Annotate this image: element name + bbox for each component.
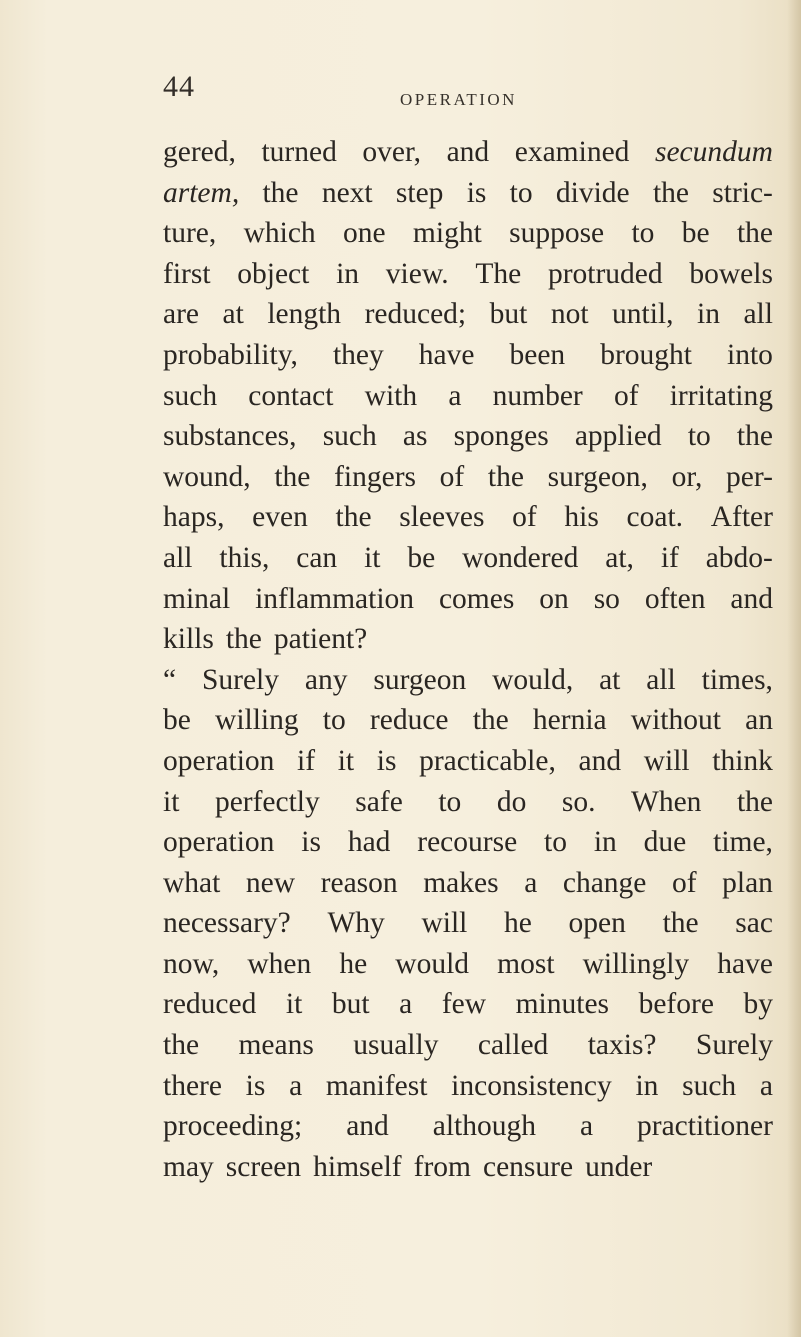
word: secundum: [654, 136, 773, 168]
running-head: OPERATION: [400, 90, 517, 109]
text-line: [163, 579, 773, 620]
text-line: [163, 213, 773, 254]
word: might: [412, 217, 482, 250]
word: stric-: [712, 176, 773, 209]
word: all: [743, 298, 773, 331]
word: often: [644, 582, 706, 615]
word: such: [682, 1069, 737, 1102]
word: they: [332, 338, 384, 371]
text-line: [163, 294, 773, 335]
word: will: [643, 744, 690, 777]
text-line: [163, 132, 773, 173]
word: which: [243, 217, 316, 250]
word: although: [432, 1110, 536, 1143]
word: minal: [163, 582, 231, 615]
word: this,: [219, 541, 270, 574]
word: to: [509, 176, 533, 209]
text-line: [163, 782, 773, 823]
word: operation: [163, 744, 275, 777]
word: all: [163, 541, 193, 574]
word: is: [376, 744, 397, 777]
word: sleeves: [399, 501, 485, 534]
word: and: [730, 582, 773, 615]
word: hernia: [532, 704, 607, 737]
word: applied: [574, 420, 662, 453]
word: bowels: [689, 257, 773, 290]
word: due: [643, 826, 687, 859]
word: so.: [561, 785, 596, 818]
text-line: [163, 538, 773, 579]
word: first: [163, 257, 211, 290]
word: it: [337, 744, 355, 777]
page-number: 44: [163, 70, 195, 103]
word: ture,: [163, 217, 217, 250]
word: but: [331, 988, 370, 1021]
word: to: [687, 420, 711, 453]
word: have: [717, 947, 773, 980]
word: coat.: [626, 501, 684, 534]
word: a: [524, 866, 538, 899]
word: a: [579, 1110, 594, 1143]
word: to: [322, 704, 346, 737]
word: practitioner: [637, 1110, 773, 1143]
word: necessary?: [163, 907, 291, 940]
word: it: [163, 785, 180, 818]
word: what: [163, 866, 221, 899]
word: on: [539, 582, 569, 615]
word: there: [163, 1069, 222, 1102]
word: have: [418, 338, 475, 371]
text-line: [163, 457, 773, 498]
word: object: [237, 257, 310, 290]
word: comes: [438, 582, 515, 615]
word: at: [599, 663, 621, 696]
word: irritating: [669, 379, 773, 412]
text-line: [163, 660, 773, 701]
word: the: [736, 217, 773, 250]
word: to: [438, 785, 462, 818]
text-line: [163, 822, 773, 863]
word: means: [238, 1029, 314, 1062]
word: may: [163, 1150, 214, 1183]
text-line: [163, 173, 773, 214]
word: such: [163, 379, 218, 412]
text-line: [163, 1147, 773, 1188]
word: surgeon: [373, 663, 467, 696]
word: the: [487, 460, 524, 493]
word: in: [593, 826, 617, 859]
word: examined: [514, 136, 630, 168]
text-line: [163, 376, 773, 417]
word: makes: [423, 866, 499, 899]
word: open: [568, 907, 626, 940]
word: the: [225, 623, 262, 656]
word: before: [638, 988, 714, 1021]
word: usually: [353, 1029, 439, 1062]
word: be: [163, 704, 191, 737]
word: contact: [248, 379, 334, 412]
word: and: [446, 136, 490, 168]
word: of: [671, 866, 697, 899]
word: proceeding;: [163, 1110, 303, 1143]
word: without: [630, 704, 721, 737]
word: abdo-: [705, 541, 773, 574]
text-line: [163, 984, 773, 1025]
word: not: [550, 298, 589, 331]
word: suppose: [509, 217, 605, 250]
word: surgeon,: [547, 460, 648, 493]
word: had: [347, 826, 391, 859]
word: now,: [163, 947, 220, 980]
word: the: [736, 420, 773, 453]
word: operation: [163, 826, 275, 859]
word: be: [407, 541, 436, 574]
word: in: [697, 298, 720, 331]
word: view.: [385, 257, 449, 290]
word: would: [395, 947, 470, 980]
word: are: [163, 298, 200, 331]
word: the: [736, 785, 773, 818]
word: if: [660, 541, 679, 574]
body-text: [163, 132, 773, 1187]
word: would,: [492, 663, 574, 696]
word: and: [346, 1110, 389, 1143]
word: a: [289, 1069, 303, 1102]
word: probability,: [163, 338, 298, 371]
word: number: [492, 379, 583, 412]
word: plan: [722, 866, 773, 899]
word: practicable,: [419, 744, 556, 777]
word: After: [710, 501, 773, 534]
word: himself: [313, 1150, 402, 1183]
word: patient?: [273, 623, 368, 656]
word: time,: [713, 826, 773, 859]
word: wound,: [163, 460, 251, 493]
word: reason: [320, 866, 398, 899]
word: will: [421, 907, 468, 940]
word: substances,: [163, 420, 297, 453]
word: Surely: [695, 1029, 773, 1062]
word: divide: [555, 176, 630, 209]
word: Surely: [201, 663, 279, 696]
text-line: [163, 497, 773, 538]
word: When: [630, 785, 702, 818]
word: fingers: [334, 460, 416, 493]
word: even: [252, 501, 308, 534]
word: into: [727, 338, 773, 371]
word: by: [743, 988, 773, 1021]
word: per-: [726, 460, 773, 493]
word: a: [759, 1069, 773, 1102]
word: so: [593, 582, 620, 615]
word: do: [496, 785, 527, 818]
word: willing: [215, 704, 299, 737]
word: been: [509, 338, 566, 371]
word: times,: [701, 663, 773, 696]
text-line: [163, 863, 773, 904]
word: it: [364, 541, 381, 574]
word: willingly: [582, 947, 690, 980]
word: a: [448, 379, 462, 412]
word: under: [585, 1150, 653, 1183]
word: recourse: [417, 826, 518, 859]
word: safe: [355, 785, 403, 818]
word: screen: [225, 1150, 302, 1183]
word: of: [439, 460, 465, 493]
word: but: [489, 298, 528, 331]
word: it: [285, 988, 303, 1021]
word: gered,: [163, 136, 236, 168]
word: reduced;: [364, 298, 467, 331]
word: can: [296, 541, 338, 574]
word: as: [402, 420, 428, 453]
text-line: [163, 1106, 773, 1147]
word: brought: [600, 338, 692, 371]
word: artem,: [163, 176, 240, 209]
text-line: [163, 416, 773, 457]
word: at,: [605, 541, 634, 574]
word: the: [274, 460, 311, 493]
word: sponges: [453, 420, 549, 453]
word: be: [681, 217, 710, 250]
word: reduced: [163, 988, 257, 1021]
word: taxis?: [587, 1029, 657, 1062]
word: perfectly: [214, 785, 320, 818]
word: until,: [612, 298, 674, 331]
text-line: [163, 254, 773, 295]
word: from: [413, 1150, 471, 1183]
word: all: [646, 663, 676, 696]
word: with: [364, 379, 418, 412]
word: he: [339, 947, 368, 980]
text-line: [163, 700, 773, 741]
word: to: [544, 826, 567, 859]
word: step: [395, 176, 444, 209]
word: sac: [735, 907, 773, 940]
word: called: [477, 1029, 549, 1062]
text-line: [163, 741, 773, 782]
word: any: [304, 663, 348, 696]
word: at: [222, 298, 244, 331]
word: in: [336, 257, 360, 290]
word: haps,: [163, 501, 225, 534]
word: inconsistency: [451, 1069, 612, 1102]
text-line: [163, 1066, 773, 1107]
word: few: [441, 988, 487, 1021]
word: is: [245, 1069, 266, 1102]
word: reduce: [369, 704, 449, 737]
word: new: [245, 866, 296, 899]
word: the: [652, 176, 689, 209]
word: of: [512, 501, 537, 534]
word: Why: [327, 907, 385, 940]
word: minutes: [515, 988, 610, 1021]
text-line: [163, 1025, 773, 1066]
word: the: [335, 501, 372, 534]
word: to: [631, 217, 655, 250]
word: his: [564, 501, 599, 534]
word: is: [466, 176, 487, 209]
word: most: [497, 947, 555, 980]
word: a: [399, 988, 413, 1021]
word: kills: [163, 623, 214, 656]
word: think: [712, 744, 773, 777]
word: is: [301, 826, 321, 859]
word: inflammation: [255, 582, 415, 615]
word: The: [475, 257, 522, 290]
word: length: [267, 298, 342, 331]
word: wondered: [462, 541, 579, 574]
word: next: [321, 176, 373, 209]
word: in: [635, 1069, 659, 1102]
word: such: [322, 420, 377, 453]
page-edge-shadow: [787, 0, 801, 1337]
word: he: [504, 907, 532, 940]
word: of: [613, 379, 639, 412]
word: protruded: [547, 257, 663, 290]
word: an: [745, 704, 773, 737]
word: manifest: [325, 1069, 428, 1102]
text-line: [163, 619, 773, 660]
word: when: [247, 947, 312, 980]
word: the: [163, 1029, 200, 1062]
text-line: [163, 903, 773, 944]
word: the: [262, 176, 299, 209]
text-line: [163, 944, 773, 985]
word: over,: [362, 136, 422, 168]
word: turned: [261, 136, 337, 168]
word: change: [562, 866, 647, 899]
word: “: [163, 663, 177, 696]
text-line: [163, 335, 773, 376]
word: and: [578, 744, 622, 777]
word: or,: [671, 460, 703, 493]
word: censure: [482, 1150, 574, 1183]
word: if: [297, 744, 316, 777]
word: one: [343, 217, 386, 250]
word: the: [662, 907, 699, 940]
word: the: [472, 704, 509, 737]
